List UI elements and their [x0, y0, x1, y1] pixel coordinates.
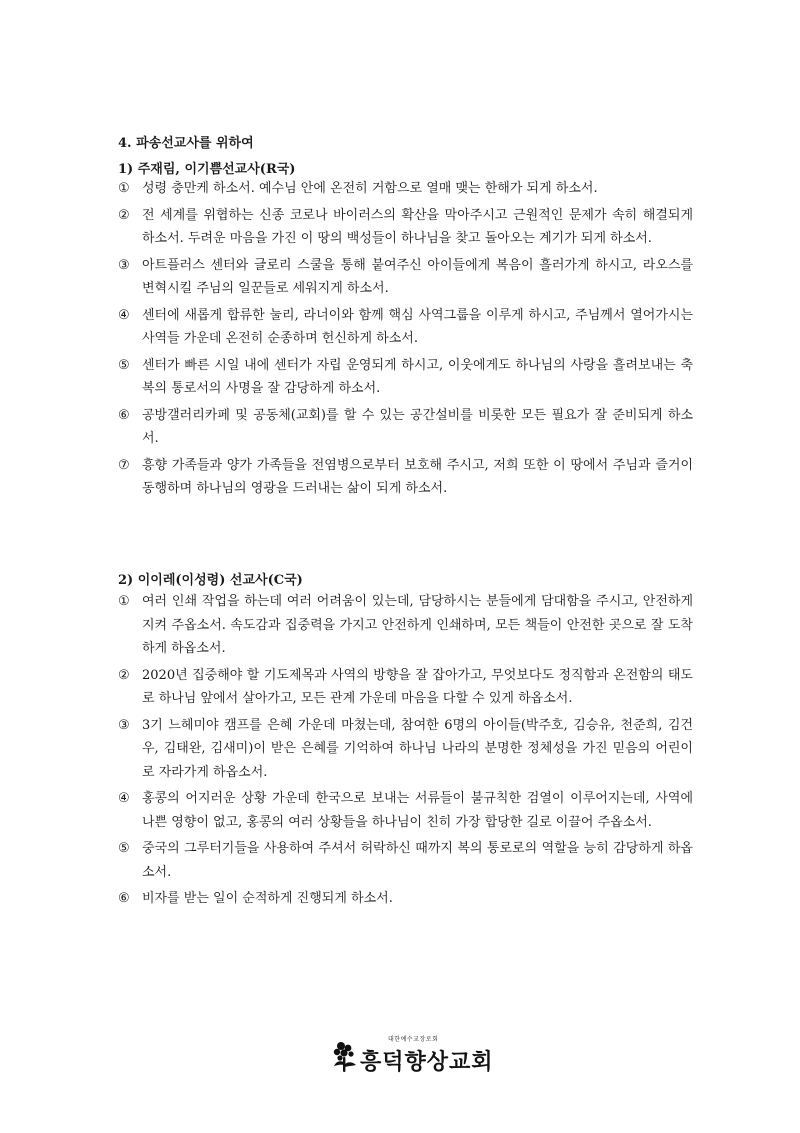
missionary-2-prayer-list	[118, 590, 693, 911]
item-text: 센터가 빠른 시일 내에 센터가 자립 운영되게 하시고, 이웃에게도 하나님의 사랑을 흘려보내는 축복의 통로서의 사명을 잘 감당하게 하소서.	[142, 357, 693, 396]
item-number: ③	[118, 257, 130, 273]
list-item	[118, 304, 693, 351]
item-text: 중국의 그루터기들을 사용하여 주셔서 허락하신 때까지 복의 통로로의 역할을 능히 감당하게 하옵소서.	[142, 841, 693, 880]
item-number: ⑥	[118, 407, 130, 423]
list-item	[118, 664, 693, 711]
item-text: 전 세계를 위협하는 신종 코로나 바이러스의 확산을 막아주시고 근원적인 문제가 속히 해결되게 하소서. 두려운 마음을 가진 이 땅의 백성들이 하나님을 찾고 돌아오는 계기가 되게 하소서.	[142, 207, 693, 246]
list-item	[118, 177, 693, 201]
item-number: ⑤	[118, 841, 130, 856]
list-item	[118, 590, 693, 661]
item-text: 2020년 집중해야 할 기도제목과 사역의 방향을 잘 잡아가고, 무엇보다도 정직함과 온전함의 태도로 하나님 앞에서 살아가고, 모든 관계 가운데 마음을 다할 수 있게 하옵소서.	[142, 667, 693, 706]
list-item	[118, 354, 693, 401]
missionary-1-prayer-list	[118, 177, 693, 501]
item-number: ①	[118, 594, 130, 609]
item-number: ⑤	[118, 357, 130, 373]
missionary-2-heading: 2) 이이레(이성령) 선교사(C국)	[118, 573, 303, 588]
item-number: ①	[118, 181, 130, 196]
item-number: ②	[118, 207, 130, 223]
item-number: ⑦	[118, 457, 130, 473]
church-name: 흥덕향상교회	[360, 1050, 494, 1075]
church-logo	[330, 1034, 494, 1078]
item-number: ⑥	[118, 891, 130, 906]
item-text: 센터에 새롭게 합류한 눌리, 라너이와 함께 핵심 사역그룹을 이루게 하시고, 주님께서 열어가시는 사역들 가운데 온전히 순종하며 헌신하게 하소서.	[142, 307, 693, 346]
list-item	[118, 714, 693, 785]
item-number: ④	[118, 791, 130, 806]
item-text: 비자를 받는 일이 순적하게 진행되게 하소서.	[142, 891, 393, 906]
item-text: 흥향 가족들과 양가 가족들을 전염병으로부터 보호해 주시고, 저희 또한 이 땅에서 주님과 즐거이 동행하며 하나님의 영광을 드러내는 삶이 되게 하소서.	[142, 457, 693, 496]
item-number: ③	[118, 717, 130, 733]
item-text: 성령 충만케 하소서. 예수님 안에 온전히 거함으로 열매 맺는 한해가 되게 하소서.	[142, 181, 598, 196]
item-text: 아트플러스 센터와 글로리 스쿨을 통해 붙여주신 아이들에게 복음이 흘러가게 하시고, 라오스를 변혁시킬 주님의 일꾼들로 세워지게 하소서.	[142, 257, 693, 296]
item-text: 여러 인쇄 작업을 하는데 여러 어려움이 있는데, 담당하시는 분들에게 담대함을 주시고, 안전하게 지켜 주옵소서. 속도감과 집중력을 가지고 안전하게 인쇄하며, 모든 책들이 안전한 곳으로 잘 도착하게 하옵소서.	[142, 594, 693, 656]
missionary-1-heading: 1) 주재림, 이기쁨선교사(R국)	[118, 162, 296, 177]
denomination-label: 대한예수교장로회	[388, 1036, 439, 1043]
list-item	[118, 454, 693, 501]
item-text: 공방갤러리카페 및 공동체(교회)를 할 수 있는 공간설비를 비롯한 모든 필요가 잘 준비되게 하소서.	[142, 407, 693, 446]
list-item	[118, 887, 693, 911]
item-text: 홍콩의 어지러운 상황 가운데 한국으로 보내는 서류들이 불규칙한 검열이 이루어지는데, 사역에 나쁜 영향이 없고, 홍콩의 여러 상황들을 하나님이 친히 가장 합당한 길로 이끌어 주옵소서.	[142, 791, 693, 830]
item-number: ④	[118, 307, 130, 323]
list-item	[118, 837, 693, 884]
list-item	[118, 254, 693, 301]
list-item	[118, 787, 693, 834]
section-title: 4. 파송선교사를 위하여	[118, 136, 254, 151]
list-item	[118, 204, 693, 251]
item-number: ②	[118, 667, 130, 683]
list-item	[118, 404, 693, 451]
item-text: 3기 느헤미야 캠프를 은혜 가운데 마쳤는데, 참여한 6명의 아이들(박주호, 김승유, 천준희, 김건우, 김태완, 김새미)이 받은 은혜를 기억하여 하나님 나라의 분명한 정체성을 가진 믿음의 어린이로 자라가게 하옵소서.	[142, 717, 693, 780]
flower-cross-logo-icon	[330, 1038, 360, 1074]
